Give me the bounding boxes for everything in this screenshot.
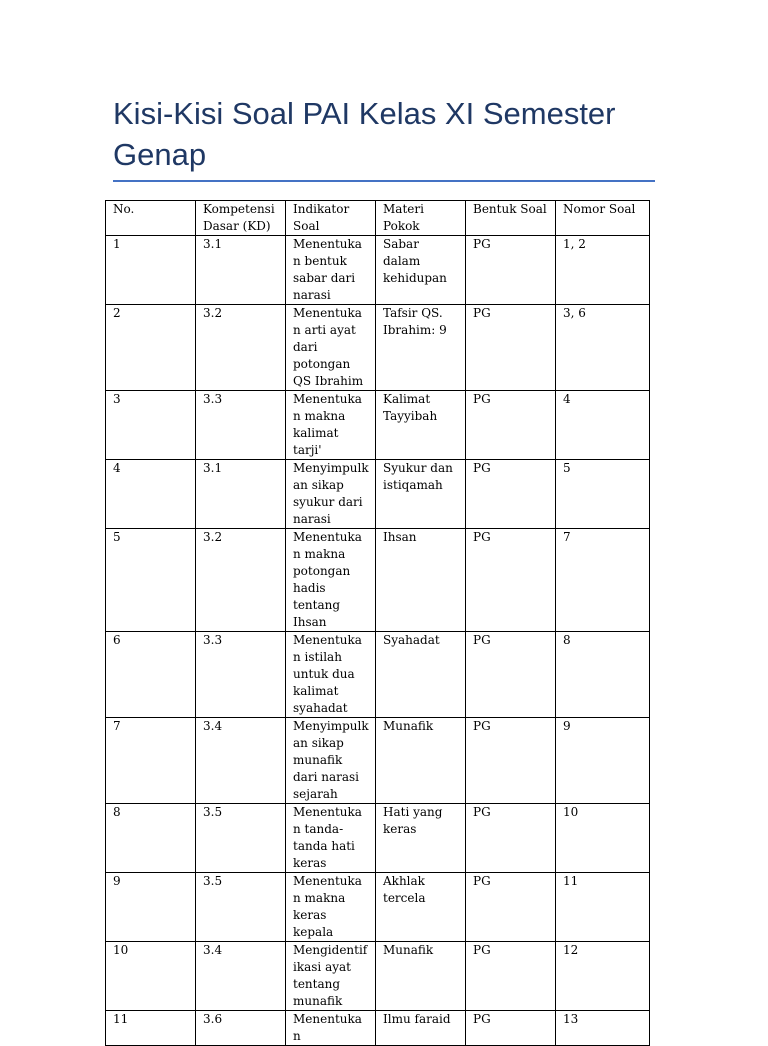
table-row (106, 1011, 650, 1046)
cell-nomor: 13 (556, 1011, 650, 1046)
cell-nomor: 9 (556, 718, 650, 804)
header-materi-pokok: Materi Pokok (376, 201, 466, 236)
kisi-kisi-table (105, 200, 650, 1046)
cell-materi: Tafsir QS. Ibrahim: 9 (376, 305, 466, 391)
cell-indikator: Menentukan bentuk sabar dari narasi (286, 236, 376, 305)
cell-bentuk: PG (466, 873, 556, 942)
cell-no: 8 (106, 804, 196, 873)
cell-nomor: 4 (556, 391, 650, 460)
cell-kd: 3.4 (196, 718, 286, 804)
cell-materi: Munafik (376, 718, 466, 804)
cell-bentuk: PG (466, 236, 556, 305)
table-row (106, 391, 650, 460)
cell-nomor: 1, 2 (556, 236, 650, 305)
header-bentuk-soal: Bentuk Soal (466, 201, 556, 236)
cell-indikator: Menentukan arti ayat dari potongan QS Ibrahim (286, 305, 376, 391)
cell-indikator: Menyimpulkan sikap munafik dari narasi sejarah (286, 718, 376, 804)
cell-bentuk: PG (466, 804, 556, 873)
cell-kd: 3.3 (196, 632, 286, 718)
cell-no: 7 (106, 718, 196, 804)
cell-indikator: Menentukan makna potongan hadis tentang Ihsan (286, 529, 376, 632)
cell-materi: Syahadat (376, 632, 466, 718)
cell-no: 4 (106, 460, 196, 529)
cell-materi: Ilmu faraid (376, 1011, 466, 1046)
cell-bentuk: PG (466, 305, 556, 391)
table-row (106, 718, 650, 804)
cell-no: 1 (106, 236, 196, 305)
cell-materi: Akhlak tercela (376, 873, 466, 942)
cell-indikator: Menentukan makna kalimat tarji' (286, 391, 376, 460)
cell-kd: 3.5 (196, 873, 286, 942)
table-row (106, 305, 650, 391)
cell-no: 5 (106, 529, 196, 632)
cell-bentuk: PG (466, 529, 556, 632)
cell-bentuk: PG (466, 942, 556, 1011)
cell-kd: 3.2 (196, 305, 286, 391)
table-row (106, 236, 650, 305)
cell-indikator: Menentukan tanda-tanda hati keras (286, 804, 376, 873)
header-indikator-soal: Indikator Soal (286, 201, 376, 236)
document-title: Kisi-Kisi Soal PAI Kelas XI Semester Genap (113, 96, 616, 172)
cell-no: 3 (106, 391, 196, 460)
cell-kd: 3.4 (196, 942, 286, 1011)
cell-nomor: 7 (556, 529, 650, 632)
cell-indikator: Mengidentifikasi ayat tentang munafik (286, 942, 376, 1011)
cell-indikator: Menentukan (286, 1011, 376, 1046)
title-underline (113, 180, 655, 182)
cell-materi: Hati yang keras (376, 804, 466, 873)
cell-indikator: Menentukan istilah untuk dua kalimat syahadat (286, 632, 376, 718)
cell-indikator: Menentukan makna keras kepala (286, 873, 376, 942)
cell-nomor: 11 (556, 873, 650, 942)
cell-no: 11 (106, 1011, 196, 1046)
cell-bentuk: PG (466, 460, 556, 529)
cell-no: 6 (106, 632, 196, 718)
cell-kd: 3.6 (196, 1011, 286, 1046)
cell-bentuk: PG (466, 1011, 556, 1046)
table-row (106, 873, 650, 942)
table-row (106, 632, 650, 718)
cell-bentuk: PG (466, 718, 556, 804)
cell-nomor: 5 (556, 460, 650, 529)
table-header-row (106, 201, 650, 236)
cell-bentuk: PG (466, 391, 556, 460)
cell-nomor: 12 (556, 942, 650, 1011)
cell-no: 9 (106, 873, 196, 942)
header-no: No. (106, 201, 196, 236)
header-nomor-soal: Nomor Soal (556, 201, 650, 236)
cell-materi: Ihsan (376, 529, 466, 632)
cell-indikator: Menyimpulkan sikap syukur dari narasi (286, 460, 376, 529)
cell-kd: 3.3 (196, 391, 286, 460)
cell-nomor: 8 (556, 632, 650, 718)
cell-kd: 3.1 (196, 460, 286, 529)
header-kompetensi-dasar: Kompetensi Dasar (KD) (196, 201, 286, 236)
cell-no: 10 (106, 942, 196, 1011)
table-row (106, 460, 650, 529)
cell-kd: 3.2 (196, 529, 286, 632)
cell-materi: Kalimat Tayyibah (376, 391, 466, 460)
cell-kd: 3.1 (196, 236, 286, 305)
cell-nomor: 10 (556, 804, 650, 873)
cell-materi: Munafik (376, 942, 466, 1011)
cell-materi: Sabar dalam kehidupan (376, 236, 466, 305)
table-row (106, 942, 650, 1011)
cell-bentuk: PG (466, 632, 556, 718)
table-row (106, 529, 650, 632)
table-row (106, 804, 650, 873)
cell-materi: Syukur dan istiqamah (376, 460, 466, 529)
cell-kd: 3.5 (196, 804, 286, 873)
cell-no: 2 (106, 305, 196, 391)
cell-nomor: 3, 6 (556, 305, 650, 391)
